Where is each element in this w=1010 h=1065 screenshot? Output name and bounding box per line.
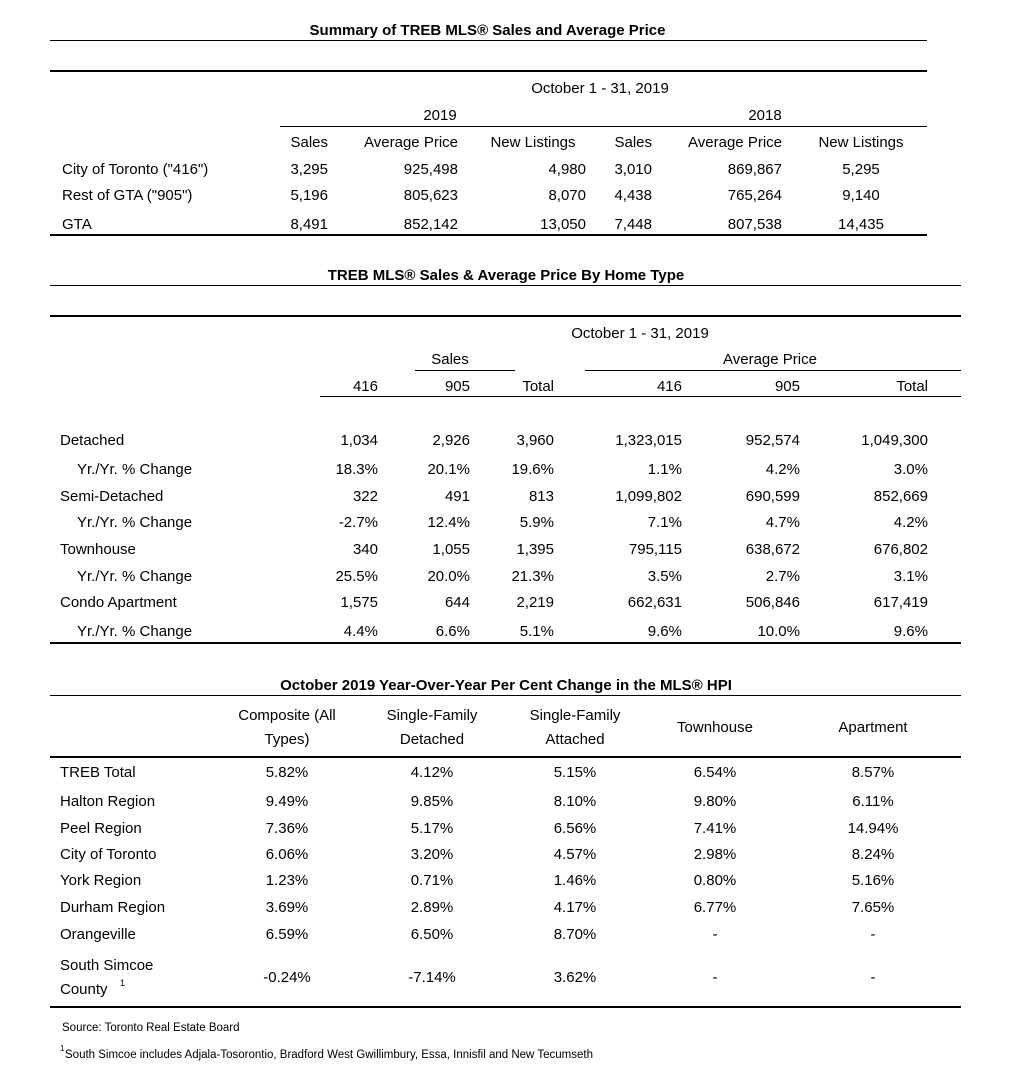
- table2-cell: 3,960: [516, 432, 554, 449]
- table2-cell: 1,575: [340, 594, 378, 611]
- table2-cell: 952,574: [745, 432, 800, 449]
- table3-cell: 8.70%: [553, 926, 597, 943]
- table3-title: October 2019 Year-Over-Year Per Cent Change in the MLS® HPI: [280, 677, 732, 694]
- table1-col-header: Sales: [290, 134, 328, 151]
- table3-cell: 6.56%: [553, 820, 597, 837]
- table3-col-header: Single-Family: [386, 707, 478, 724]
- table2-cell: 1,049,300: [861, 432, 928, 449]
- table3-col-header: Detached: [399, 731, 465, 748]
- table3-cell: 6.77%: [693, 899, 737, 916]
- table3-cell: 9.85%: [410, 793, 454, 810]
- table2-col-header: Total: [522, 378, 554, 395]
- table1-col-header: Sales: [614, 134, 652, 151]
- table3-row-label: County: [60, 981, 108, 998]
- table2-cell: -2.7%: [338, 514, 378, 531]
- table3-col-header: Townhouse: [677, 719, 753, 736]
- table1-top-rule: [50, 40, 927, 41]
- table2-cell: 3.5%: [647, 568, 682, 585]
- table1-cell: 3,010: [614, 161, 652, 178]
- table1-bottom-rule: [50, 234, 927, 236]
- column-underline: [415, 370, 515, 371]
- table2-col-header: 416: [656, 378, 682, 395]
- table3-cell: -: [870, 926, 876, 943]
- table2-row-label: Detached: [60, 432, 125, 449]
- table2-cell: 2,219: [516, 594, 554, 611]
- table3-cell: 14.94%: [847, 820, 899, 837]
- table3-cell: 1.46%: [553, 872, 597, 889]
- table1-cell: 765,264: [727, 187, 782, 204]
- table2-cell: 322: [352, 488, 378, 505]
- table2-cell: 617,419: [873, 594, 928, 611]
- table3-cell: 6.59%: [265, 926, 309, 943]
- table1-year-2019: 2019: [423, 107, 457, 124]
- table3-row-label: York Region: [60, 872, 142, 889]
- table3-row-label: South Simcoe: [60, 957, 154, 974]
- table1-title: Summary of TREB MLS® Sales and Average Price: [309, 22, 666, 39]
- table2-cell: 690,599: [745, 488, 800, 505]
- table3-row-label: TREB Total: [60, 764, 136, 781]
- table2-col-header: Total: [896, 378, 928, 395]
- table3-cell: 0.71%: [410, 872, 454, 889]
- table2-row-label: Semi-Detached: [60, 488, 164, 505]
- table2-group-sales: Sales: [431, 351, 469, 368]
- table1-cell: 925,498: [403, 161, 458, 178]
- table1-rule: [50, 70, 927, 72]
- table2-cell: 4.2%: [765, 461, 800, 478]
- table3-cell: -: [712, 926, 718, 943]
- table2-title: TREB MLS® Sales & Average Price By Home Type: [327, 267, 685, 284]
- table2-rule: [50, 315, 961, 317]
- table1-period: October 1 - 31, 2019: [531, 80, 669, 97]
- table2-cell: 662,631: [627, 594, 682, 611]
- table3-cell: 6.54%: [693, 764, 737, 781]
- footnote-marker: 1: [120, 978, 126, 988]
- table3-cell: 0.80%: [693, 872, 737, 889]
- table2-cell: 19.6%: [511, 461, 554, 478]
- table3-header-rule: [50, 756, 961, 758]
- table3-cell: 4.17%: [553, 899, 597, 916]
- table3-cell: 3.62%: [553, 969, 597, 986]
- table2-row-label: Yr./Yr. % Change: [77, 461, 193, 478]
- table1-col-header: New Listings: [490, 134, 576, 151]
- table1-row-label: City of Toronto ("416"): [62, 161, 209, 178]
- table3-cell: 1.23%: [265, 872, 309, 889]
- table3-cell: -: [712, 969, 718, 986]
- table2-col-header: 416: [352, 378, 378, 395]
- table1-cell: 5,196: [290, 187, 328, 204]
- table2-row-label: Yr./Yr. % Change: [77, 568, 193, 585]
- table1-cell: 807,538: [727, 216, 782, 233]
- table2-cell: 3.0%: [893, 461, 928, 478]
- table2-cell: 644: [444, 594, 470, 611]
- table2-cell: 852,669: [873, 488, 928, 505]
- table3-row-label: Peel Region: [60, 820, 142, 837]
- table2-cell: 5.9%: [519, 514, 554, 531]
- table2-cell: 20.1%: [427, 461, 470, 478]
- table1-cell: 4,438: [614, 187, 652, 204]
- table2-cell: 638,672: [745, 541, 800, 558]
- table3-cell: 8.57%: [851, 764, 895, 781]
- table2-row-label: Townhouse: [60, 541, 136, 558]
- table3-cell: 5.15%: [553, 764, 597, 781]
- table3-col-header: Single-Family: [529, 707, 621, 724]
- table1-cell: 5,295: [842, 161, 880, 178]
- table2-cell: 1,395: [516, 541, 554, 558]
- table2-period: October 1 - 31, 2019: [571, 325, 709, 342]
- table3-cell: 8.10%: [553, 793, 597, 810]
- table2-cell: 18.3%: [335, 461, 378, 478]
- table3-top-rule: [50, 695, 961, 696]
- table2-cell: 340: [352, 541, 378, 558]
- footnote-text: South Simcoe includes Adjala-Tosorontio, Bradford West Gwillimbury, Essa, Innisfil and New Tecumseth: [65, 1049, 593, 1061]
- table2-cell: 1,055: [432, 541, 470, 558]
- table2-cell: 1,034: [340, 432, 378, 449]
- table2-cell: 12.4%: [427, 514, 470, 531]
- table2-group-price: Average Price: [723, 351, 817, 368]
- table2-cell: 813: [528, 488, 554, 505]
- table1-col-header: Average Price: [688, 134, 782, 151]
- column-underline: [585, 370, 961, 371]
- table2-cell: 676,802: [873, 541, 928, 558]
- table3-row-label: Halton Region: [60, 793, 156, 810]
- table3-cell: 6.50%: [410, 926, 454, 943]
- table1-row-label: Rest of GTA ("905"): [62, 187, 193, 204]
- table2-cell: 506,846: [745, 594, 800, 611]
- table1-row-label: GTA: [62, 216, 92, 233]
- table3-cell: 8.24%: [851, 846, 895, 863]
- table3-col-header: Apartment: [838, 719, 908, 736]
- table2-cell: 7.1%: [647, 514, 682, 531]
- column-underline: [320, 396, 961, 397]
- column-underline: [280, 126, 927, 127]
- table2-cell: 9.6%: [893, 623, 928, 640]
- table3-bottom-rule: [50, 1006, 961, 1008]
- table3-col-header: Composite (All: [238, 707, 336, 724]
- table3-cell: 7.41%: [693, 820, 737, 837]
- table3-cell: -7.14%: [408, 969, 456, 986]
- table3-col-header: Types): [264, 731, 310, 748]
- table2-bottom-rule: [50, 642, 961, 644]
- table3-cell: 5.17%: [410, 820, 454, 837]
- table3-cell: 3.69%: [265, 899, 309, 916]
- table2-cell: 20.0%: [427, 568, 470, 585]
- table3-row-label: City of Toronto: [60, 846, 157, 863]
- table3-cell: 4.12%: [410, 764, 454, 781]
- table3-cell: 4.57%: [553, 846, 597, 863]
- table2-cell: 25.5%: [335, 568, 378, 585]
- table1-cell: 869,867: [727, 161, 782, 178]
- table1-cell: 805,623: [403, 187, 458, 204]
- table1-cell: 852,142: [403, 216, 458, 233]
- table2-cell: 1.1%: [647, 461, 682, 478]
- table2-col-header: 905: [774, 378, 800, 395]
- source-note: Source: Toronto Real Estate Board: [62, 1022, 240, 1034]
- footnote-marker: 1: [60, 1044, 65, 1053]
- table3-cell: 9.49%: [265, 793, 309, 810]
- table3-row-label: Orangeville: [60, 926, 136, 943]
- table2-cell: 10.0%: [757, 623, 800, 640]
- table2-cell: 491: [444, 488, 470, 505]
- table2-cell: 9.6%: [647, 623, 682, 640]
- table2-cell: 21.3%: [511, 568, 554, 585]
- table2-cell: 4.4%: [343, 623, 378, 640]
- table3-cell: 2.89%: [410, 899, 454, 916]
- table3-cell: -0.24%: [263, 969, 311, 986]
- table3-cell: 5.82%: [265, 764, 309, 781]
- table3-cell: 3.20%: [410, 846, 454, 863]
- table2-row-label: Condo Apartment: [60, 594, 177, 611]
- table2-cell: 5.1%: [519, 623, 554, 640]
- table3-col-header: Attached: [545, 731, 605, 748]
- table2-row-label: Yr./Yr. % Change: [77, 623, 193, 640]
- table2-cell: 2.7%: [765, 568, 800, 585]
- table2-cell: 2,926: [432, 432, 470, 449]
- table2-row-label: Yr./Yr. % Change: [77, 514, 193, 531]
- table1-cell: 9,140: [842, 187, 880, 204]
- table2-cell: 3.1%: [893, 568, 928, 585]
- table1-cell: 4,980: [548, 161, 586, 178]
- table1-cell: 3,295: [290, 161, 328, 178]
- table1-cell: 7,448: [614, 216, 652, 233]
- table3-cell: 9.80%: [693, 793, 737, 810]
- table1-cell: 8,070: [548, 187, 586, 204]
- table3-cell: 2.98%: [693, 846, 737, 863]
- table3-cell: 6.06%: [265, 846, 309, 863]
- table2-cell: 6.6%: [435, 623, 470, 640]
- table2-cell: 1,099,802: [615, 488, 682, 505]
- table1-cell: 8,491: [290, 216, 328, 233]
- table3-cell: 7.36%: [265, 820, 309, 837]
- table2-cell: 1,323,015: [615, 432, 682, 449]
- table2-top-rule: [50, 285, 961, 286]
- table3-cell: -: [870, 969, 876, 986]
- table3-cell: 7.65%: [851, 899, 895, 916]
- table2-col-header: 905: [444, 378, 470, 395]
- table1-col-header: New Listings: [818, 134, 904, 151]
- table2-cell: 4.7%: [765, 514, 800, 531]
- table3-cell: 5.16%: [851, 872, 895, 889]
- table1-year-2018: 2018: [748, 107, 782, 124]
- table3-cell: 6.11%: [852, 793, 894, 810]
- table3-row-label: Durham Region: [60, 899, 166, 916]
- table2-cell: 795,115: [628, 541, 682, 558]
- table1-cell: 14,435: [838, 216, 884, 233]
- table2-cell: 4.2%: [893, 514, 928, 531]
- table1-cell: 13,050: [540, 216, 586, 233]
- table1-col-header: Average Price: [364, 134, 458, 151]
